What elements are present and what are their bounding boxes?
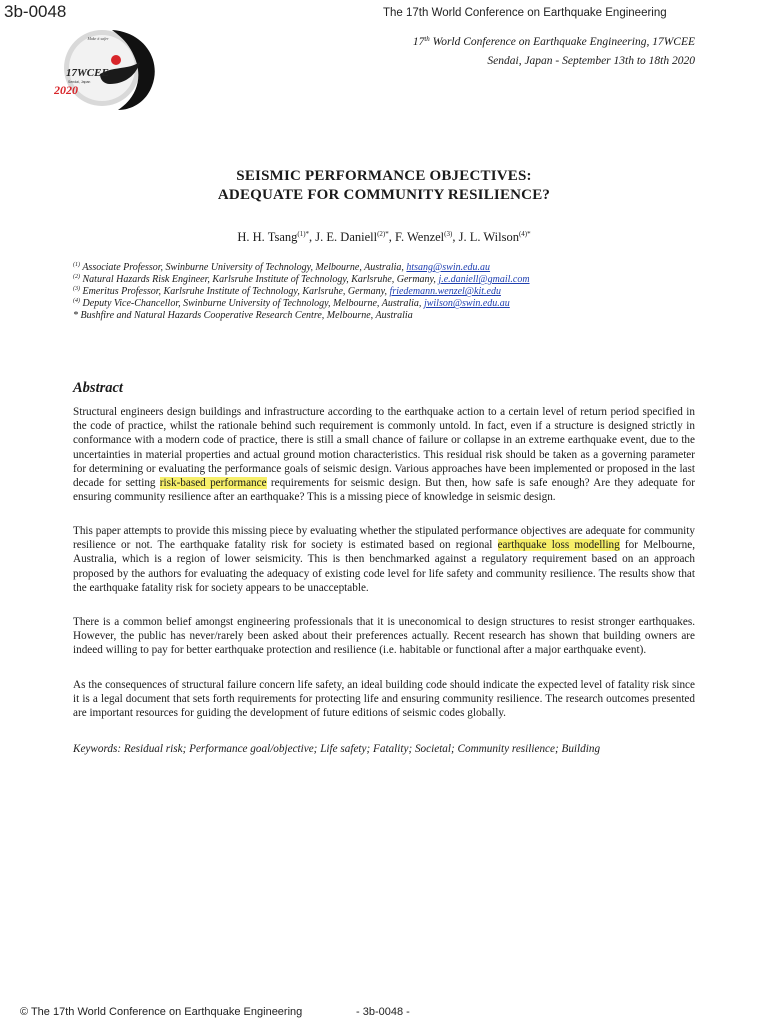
author-marks: (3) xyxy=(444,230,453,238)
affiliation xyxy=(73,274,530,285)
paragraph-text: Structural engineers design buildings and infrastructure according to the earthquake action to a certain level of return period specified in the code of practice, whilst the rationale behind such requirement is commonly untold. In fact, even if a structure is designed strictly in conformance with a modern code of practice, there is still a small chance of failure or collapse in an extreme earthquake event, due to the uncertainties in material properties and actual ground motion characteristics. This residual risk should be taken as a governing parameter for determining or evaluating the performance goals of seismic design. Various approaches have been implemented or proposed in the last decade for setting xyxy=(73,406,695,490)
paper-id: 3b-0048 xyxy=(4,2,67,21)
sun-icon xyxy=(111,55,121,65)
paragraph-text: This paper attempts to provide this missing piece by evaluating whether the stipulated performance objectives are adequate for community resilience or not. The earthquake fatality risk for society is estimated based on regional xyxy=(73,525,695,552)
affiliation-mark: (4) xyxy=(73,298,80,304)
affiliation-text: Natural Hazards Risk Engineer, Karlsruhe Institute of Technology, Karlsruhe, Germany, xyxy=(80,274,439,285)
affiliation-footnote: * Bushfire and Natural Hazards Cooperative Research Centre, Melbourne, Australia xyxy=(73,310,413,321)
author-separator: , xyxy=(388,230,396,244)
affiliation-mark: (3) xyxy=(73,286,80,292)
affiliation-text: Emeritus Professor, Karlsruhe Institute of Technology, Karlsruhe, Germany, xyxy=(80,286,390,297)
author-separator: , xyxy=(309,230,316,244)
abstract-paragraph-3: There is a common belief amongst engineering professionals that it is uneconomical to design structures to resist stronger earthquakes. However, the public has never/rarely been asked about their preferences actually. Recent research has shown that building owners are indeed willing to pay for better earthquake protection and resilience (i.e. habitable or functional after a major earthquake event). xyxy=(73,616,695,657)
abstract-paragraph-4: As the consequences of structural failure concern life safety, an ideal building code should indicate the expected level of fatality risk since it is a legal document that sets forth requirements for protecting life and ensuring community resilience. The research outcomes presented are important resources for guiding the development of future editions of seismic codes globally. xyxy=(73,679,695,720)
email-link[interactable]: jwilson@swin.edu.au xyxy=(423,298,510,309)
author-marks: (2)* xyxy=(377,230,389,238)
abstract-heading: Abstract xyxy=(73,380,123,396)
highlighted-text: risk-based performance xyxy=(159,477,267,490)
conference-ordinal: th xyxy=(424,35,430,43)
email-link[interactable]: htsang@swin.edu.au xyxy=(406,262,491,273)
footer-copyright: © The 17th World Conference on Earthquake Engineering xyxy=(20,1006,303,1018)
paper-title-line-2: ADEQUATE FOR COMMUNITY RESILIENCE? xyxy=(217,187,551,203)
author-name: J. E. Daniell xyxy=(315,230,378,244)
conference-prefix: 17 xyxy=(412,36,425,48)
email-link[interactable]: friedemann.wenzel@kit.edu xyxy=(389,286,501,297)
author-name: J. L. Wilson xyxy=(458,230,519,244)
conference-name: World Conference on Earthquake Engineering, 17WCEE xyxy=(429,36,695,48)
keywords: Keywords: Residual risk; Performance goal/objective; Life safety; Fatality; Societal; Community resilience; Building xyxy=(73,743,601,755)
author-name: F. Wenzel xyxy=(395,230,445,244)
affiliation xyxy=(73,262,490,273)
author-list xyxy=(0,230,768,245)
logo-tagline: Make it safer xyxy=(87,36,109,41)
highlighted-text: earthquake loss modelling xyxy=(497,539,620,552)
logo-year: 2020 xyxy=(54,83,78,97)
author-name: H. H. Tsang xyxy=(237,230,298,244)
paper-title-line-1: SEISMIC PERFORMANCE OBJECTIVES: xyxy=(236,168,532,184)
affiliation-mark: (2) xyxy=(73,274,80,280)
abstract-paragraph-2 xyxy=(73,524,695,595)
paragraph-text: for Melbourne, Australia, which is a region of lower seismicity. This is then benchmarked against a regulatory requirement based on an approach proposed by the authors for evaluating the adequacy of existing code level for life safety and community resilience. The results show that the earthquake fatality risk for society appears to be unacceptable. xyxy=(73,539,695,594)
logo-city: Sendai, Japan xyxy=(68,80,91,84)
author-separator: , xyxy=(452,230,459,244)
conference-logo xyxy=(54,26,166,112)
conference-line xyxy=(413,36,695,48)
affiliation xyxy=(73,298,510,309)
conference-location: Sendai, Japan - September 13th to 18th 2020 xyxy=(487,55,695,67)
affiliation xyxy=(73,286,501,297)
email-link[interactable]: j.e.daniell@gmail.com xyxy=(438,274,530,285)
logo-name: 17WCEE xyxy=(66,67,109,79)
footer-page-id: - 3b-0048 - xyxy=(356,1006,410,1018)
affiliation-text: Associate Professor, Swinburne University of Technology, Melbourne, Australia, xyxy=(80,262,407,273)
paragraph-text: requirements for seismic design. But then, how safe is safe enough? Are they adequate for ensuring community resilience after an earthquake? This is a missing piece of knowledge in seismic design. xyxy=(73,477,695,504)
author-marks: (4)* xyxy=(518,230,531,238)
affiliation-text: Deputy Vice-Chancellor, Swinburne University of Technology, Melbourne, Australia, xyxy=(80,298,424,309)
abstract-paragraph-1 xyxy=(73,405,695,504)
author-marks: (1)* xyxy=(297,230,310,238)
affiliation-mark: (1) xyxy=(73,262,80,268)
running-header: The 17th World Conference on Earthquake Engineering xyxy=(383,7,667,19)
